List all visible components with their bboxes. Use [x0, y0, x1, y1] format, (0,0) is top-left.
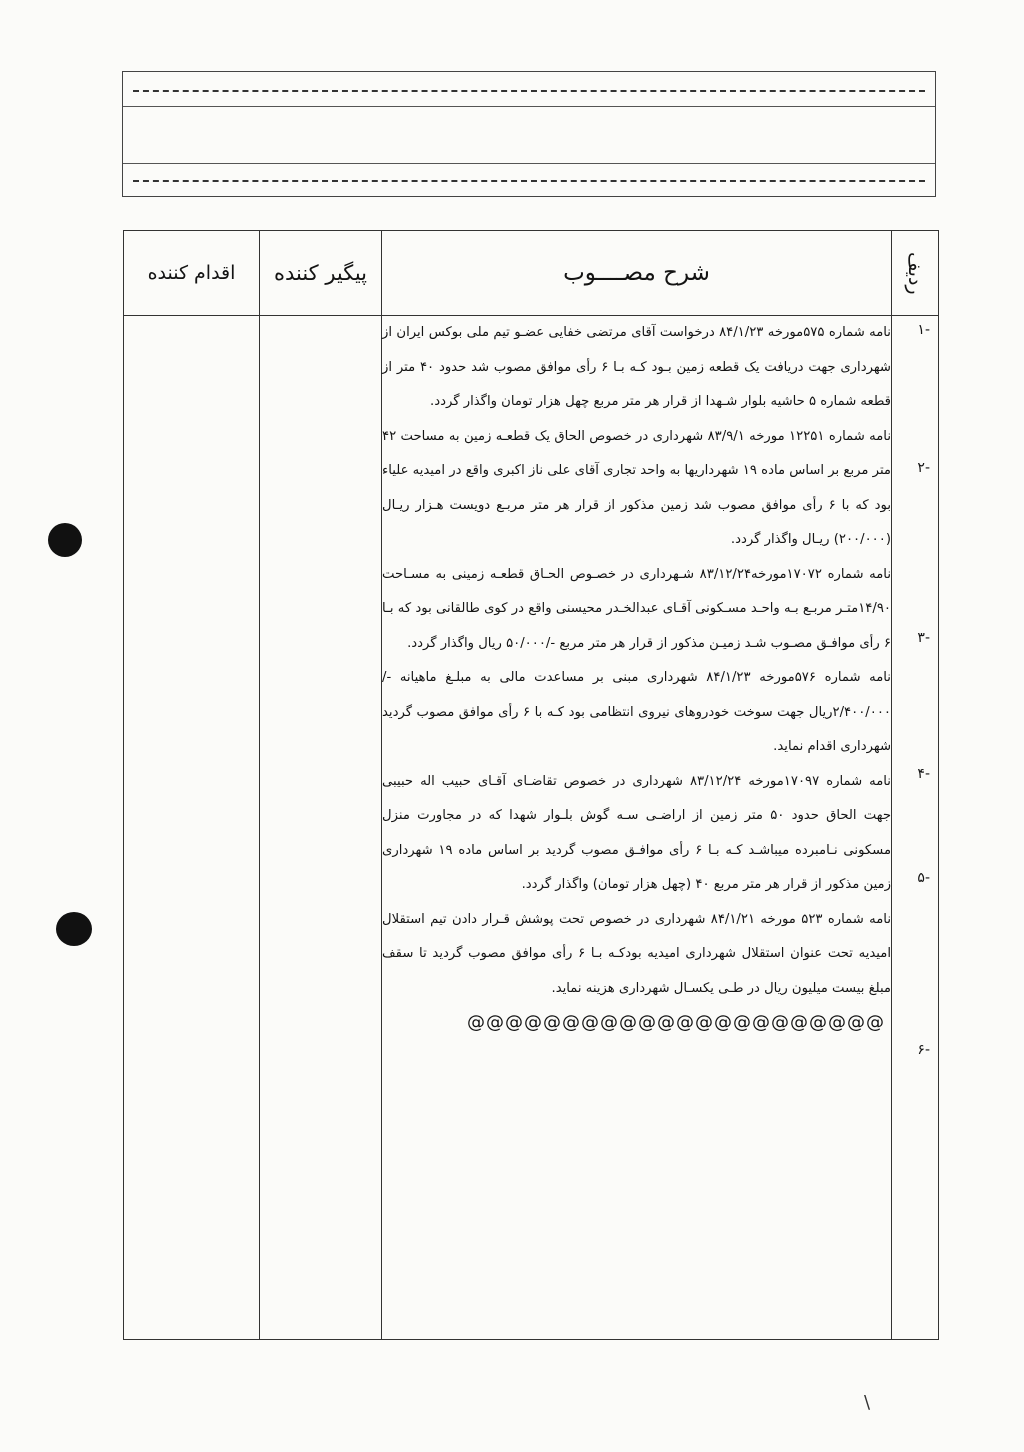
- resolution-text: نامه شماره ۱۷۰۹۷مورخه ۸۳/۱۲/۲۴ شهرداری در خصوص تقاضـای آقـای حبیب اله حبیبی جهت الحاق حدود ۵۰ متر زمین از اراضـی سـه گوش بلـوار شهدا که در مجاورت منزل مسکونی نـامبرده میباشـد کـه بـا ۶ رأی موافـق مصوب گردید بر اساس ماده ۱۹ شهرداری زمین مذکور از قرار هر متر مربع ۴۰ (چهل هزار تومان) واگذار گردد.: [382, 773, 892, 892]
- row-numbers-cell: [892, 316, 939, 1340]
- row-number: -۴: [917, 766, 930, 782]
- table-header-row: [124, 231, 939, 316]
- header-row-number: ردیف: [892, 231, 939, 316]
- title-box: [122, 71, 936, 197]
- header-follow-up: پیگیر کننده: [260, 231, 382, 316]
- action-cell: [124, 316, 260, 1340]
- punch-hole-bottom: [56, 912, 92, 946]
- resolution-text: نامه شماره ۵۷۵مورخه ۸۴/۱/۲۳ درخواست آقای مرتضی خفایی عضـو تیم ملی بوکس ایران از شهرداری جهت دریافت یک قطعه زمین بـود کـه بـا ۶ رأی موافق مصوب شد حدود ۴۰ متر از قطعه شماره ۵ حاشیه بلوار شـهدا از قرار هر متر مربع چهل هزار تومان واگذار گردد.: [382, 325, 891, 409]
- title-band: [123, 106, 935, 164]
- row-number: -۲: [917, 460, 930, 476]
- resolution-text: نامه شماره ۵۲۳ مورخه ۸۴/۱/۲۱ شهرداری در خصوص تحت پوشش قـرار دادن تیم استقلال امیدیه تحت عنوان استقلال شهرداری امیدیه بودکـه بـا ۶ رأی موافق مصوب گردید تا سقف مبلغ بیست میلیون ریال در طـی یکسـال شهرداری هزینه نماید.: [382, 911, 892, 996]
- dashed-line-bottom: [133, 180, 925, 182]
- table-body-row: [124, 316, 939, 1340]
- resolution-text: نامه شماره ۵۷۶مورخه ۸۴/۱/۲۳ شهرداری مبنی بر مساعدت مالی به مبلـغ ماهیانه -/۲/۴۰۰/۰۰۰ریال جهت سوخت خودروهای نیروی انتظامی بود کـه با ۶ رأی موافق مصوب گردید شهرداری اقدام نماید.: [382, 670, 891, 754]
- row-number: -۱: [917, 322, 930, 338]
- resolutions-table: [123, 230, 939, 1340]
- margin-mark: \: [864, 1392, 871, 1413]
- row-number: -۶: [917, 1042, 930, 1058]
- row-number: -۳: [917, 630, 930, 646]
- resolution-text: نامه شماره ۱۷۰۷۲مورخه۸۳/۱۲/۲۴ شـهرداری در خصـوص الحـاق قطعـه زمینی به مسـاحت ۱۴/۹۰متـر مربـع بـه واحـد مسـکونی آقـای عبدالخـدر محیسنی واقع در کوی طالقانی بود که بـا ۶ رأی موافـق مصـوب شـد زمیـن مذکور از قرار هر متر مربع -/۵۰/۰۰۰ ریال واگذار گردد.: [382, 566, 891, 651]
- end-marker: @@@@@@@@@@@@@@@@@@@@@@: [467, 1012, 885, 1033]
- header-action: اقدام کننده: [124, 231, 260, 316]
- header-description: شرح مصــــوب: [382, 231, 892, 316]
- descriptions-cell: [382, 316, 892, 1340]
- follow-up-cell: [260, 316, 382, 1340]
- row-number: -۵: [917, 870, 930, 886]
- punch-hole-top: [48, 523, 82, 557]
- dashed-line-top: [133, 90, 925, 92]
- resolution-text: نامه شماره ۱۲۲۵۱ مورخه ۸۳/۹/۱ شهرداری در خصوص الحاق یک قطعـه زمین به مساحت ۴۲ متر مربع بر اساس ماده ۱۹ شهرداریها به واحد تجاری آقای علی ناز اکبری واقع در امیدیه علیاء بود که با ۶ رأی موافق مصوب شد زمین مذکور از قرار هر متر مربـع دویست هـزار ریـال (۲۰۰/۰۰۰) ریـال واگذار گردد.: [382, 428, 892, 547]
